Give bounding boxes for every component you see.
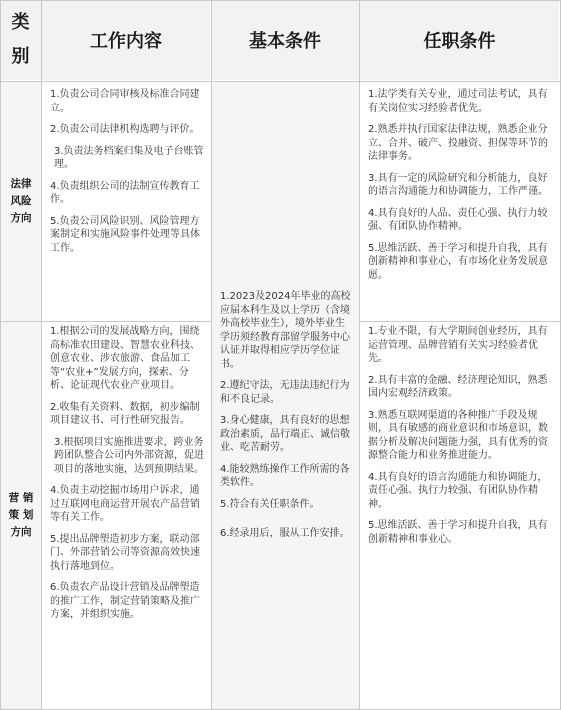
requirement-item: 2.熟悉并执行国家法律法规，熟悉企业分立、合并、破产、投融资、担保等环节的法律事务。: [368, 124, 548, 162]
work-item: 2.收集有关资料、数据，初步编制项目建议书、可行性研究报告。: [50, 401, 200, 426]
header-category-line1: 类: [11, 12, 30, 33]
category-marketing-line2: 策 划: [8, 509, 34, 521]
work-item: 1.根据公司的发展战略方向，围绕高标准农田建设、智慧农业科技、创意农业、涉农旅游、食品加工等“农业+”发展方向，探索、分析、论证现代农业产业项目。: [50, 326, 200, 391]
header-work-content: 工作内容: [42, 0, 210, 80]
work-item: 2.负责公司法律机构选聘与评价。: [50, 124, 200, 135]
grid-col-2: [211, 0, 212, 710]
basic-conditions: [220, 290, 354, 541]
grid-top: [0, 0, 561, 1]
requirement-item: 5.思维活跃、善于学习和提升自我，具有创新精神和事业心，有市场化业务发展意愿。: [368, 242, 548, 281]
header-category: [0, 0, 41, 80]
work-item: 6.负责农产品设计营销及品牌塑造的推广工作，制定营销策略及推广方案，并组织实施。: [50, 582, 200, 620]
category-legal-risk-line1: 法律: [10, 178, 32, 190]
requirement-item: 1.法学类有关专业，通过司法考试，具有有关岗位实习经验者优先。: [368, 89, 548, 114]
category-legal-risk: [1, 82, 41, 321]
work-item: 4.负责主动挖掘市场用户诉求，通过互联网电商运营开展农产品营销等有关工作。: [50, 485, 200, 523]
category-marketing-planning: [1, 322, 41, 709]
requirement-item: 4.具有良好的人品、责任心强、执行力较强、有团队协作精神。: [368, 207, 548, 232]
grid-row-divider-right: [360, 321, 561, 322]
category-marketing-line1: 营 销: [8, 492, 34, 504]
work-item: 3.负责法务档案归集及电子台账管理。: [54, 145, 204, 170]
basic-condition-item: 5.符合有关任职条件。: [220, 498, 320, 510]
work-item: 3.根据项目实施推进要求，跨业务跨团队整合公司内外部资源，促进项目的落地实施，达到预期结果。: [54, 436, 204, 475]
work-item: 4.负责组织公司的法制宣传教育工作。: [50, 180, 200, 205]
category-marketing-line3: 方向: [10, 526, 32, 538]
requirements-marketing-planning: [368, 325, 552, 546]
basic-condition-item: 1.2023及2024年毕业的高校应届本科生及以上学历（含境外高校毕业生），境外毕业生学历须经教育部留学服务中心认证并取得相应学历学位证书。: [220, 291, 351, 370]
header-basic-conditions: 基本条件: [211, 0, 359, 80]
requirement-item: 2.具有丰富的金融、经济理论知识，熟悉国内宏观经济政策。: [368, 374, 548, 399]
grid-col-3: [359, 0, 360, 710]
requirements-legal-risk: [368, 88, 552, 282]
basic-condition-item: 4.能较熟练操作工作所需的各类软件。: [220, 463, 350, 488]
work-item: 5.负责公司风险识别、风险管理方案制定和实施风险事件处理等具体工作。: [50, 215, 200, 254]
grid-col-1: [41, 0, 42, 710]
requirement-item: 3.熟悉互联网渠道的各种推广手段及规则，具有敏感的商业意识和市场意识，数据分析及解决问题能力强，具有优秀的资源整合能力和业务推进能力。: [368, 409, 548, 461]
work-item: 5.提出品牌塑造初步方案，联动部门、外部营销公司等资源高效快速执行落地到位。: [50, 533, 200, 572]
requirement-item: 1.专业不限，有大学期间创业经历，具有运营管理、品牌营销有关实习经验者优先。: [368, 326, 548, 364]
category-legal-risk-line3: 方向: [10, 212, 32, 224]
basic-condition-item: 3.身心健康，具有良好的思想政治素质，品行端正、诚信敬业、吃苦耐劳。: [220, 415, 350, 453]
basic-condition-item: 2.遵纪守法，无违法违纪行为和不良记录。: [220, 380, 350, 405]
requirement-item: 3.具有一定的风险研究和分析能力，良好的语言沟通能力和协调能力，工作严谨。: [368, 172, 548, 197]
requirement-item: 5.思维活跃、善于学习和提升自我，具有创新精神和事业心。: [368, 520, 548, 545]
work-item: 1.负责公司合同审核及标准合同建立。: [50, 89, 200, 114]
requirement-item: 4.具有良好的语言沟通能力和协调能力，责任心强、执行力较强、有团队协作精神。: [368, 471, 548, 510]
header-requirements: 任职条件: [360, 0, 559, 80]
grid-header-bottom: [0, 81, 561, 82]
basic-condition-item: 6.经录用后，服从工作安排。: [220, 528, 350, 539]
category-legal-risk-line2: 风险: [10, 195, 32, 207]
work-marketing-planning: [50, 325, 208, 622]
work-legal-risk: [50, 88, 208, 255]
header-category-line2: 别: [11, 46, 30, 67]
